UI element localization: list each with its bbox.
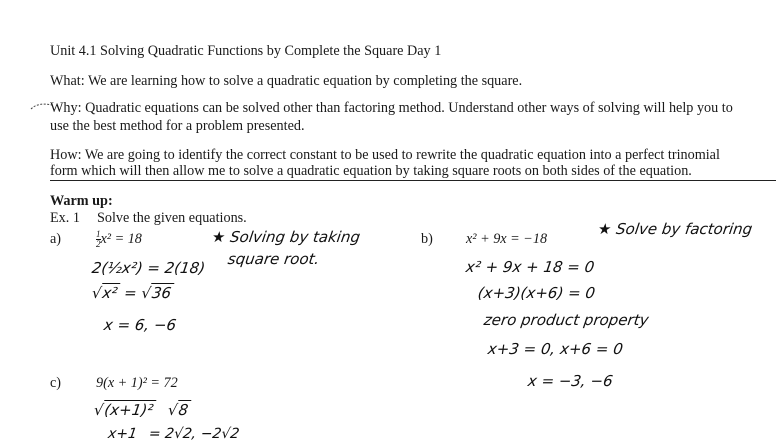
problem-a-step-1: 2(½x²) = 2(18) <box>90 259 207 277</box>
problem-a-note-line2: square root. <box>226 250 321 268</box>
problem-b-note: ★ Solve by factoring <box>596 220 754 238</box>
problem-c-equation: 9(x + 1)² = 72 <box>96 375 178 391</box>
problem-b-step-3: zero product property <box>482 311 650 329</box>
problem-a-label: a) <box>50 231 62 247</box>
how-statement-line1: How: We are going to identify the correct constant to be used to rewrite the quadratic equation into a perfect trinomial <box>50 147 720 163</box>
problem-c-step-2: x+1 = 2√2, −2√2 <box>106 426 241 442</box>
problem-b-step-2: (x+3)(x+6) = 0 <box>476 284 597 302</box>
problem-c-label: c) <box>50 375 62 391</box>
how-statement-line2: form which will then allow me to solve a quadratic equation by taking square roots on both sides of the equation. <box>50 163 692 179</box>
problem-b-label: b) <box>421 231 433 247</box>
half-fraction: $\frac{1}{2}$ <box>96 229 101 249</box>
problem-a-step-2: √x² = √36 <box>91 283 175 302</box>
why-statement-line2: use the best method for a problem presented. <box>50 118 305 134</box>
problem-b-equation: x² + 9x = −18 <box>466 231 548 247</box>
problem-a-answer: x = 6, −6 <box>102 316 178 334</box>
page-title: Unit 4.1 Solving Quadratic Functions by Complete the Square Day 1 <box>50 43 442 59</box>
problem-c-step-1: √(x+1)² √8 <box>93 400 192 419</box>
why-statement-line1: Why: Quadratic equations can be solved other than factoring method. Understand other ways of solving will help you to <box>50 100 733 116</box>
what-statement: What: We are learning how to solve a quadratic equation by completing the square. <box>50 73 523 89</box>
warmup-heading: Warm up: <box>50 193 113 209</box>
problem-b-step-4: x+3 = 0, x+6 = 0 <box>486 340 625 358</box>
example-label: Ex. 1 <box>50 210 80 226</box>
problem-b-answer: x = −3, −6 <box>526 372 615 390</box>
section-divider <box>50 180 776 181</box>
problem-a-equation: $\frac{1}{2}$ x² = 18 <box>96 229 142 249</box>
problem-a-note-line1: ★ Solving by taking <box>210 228 362 246</box>
problem-b-step-1: x² + 9x + 18 = 0 <box>464 258 596 276</box>
example-instruction: Solve the given equations. <box>97 210 247 226</box>
